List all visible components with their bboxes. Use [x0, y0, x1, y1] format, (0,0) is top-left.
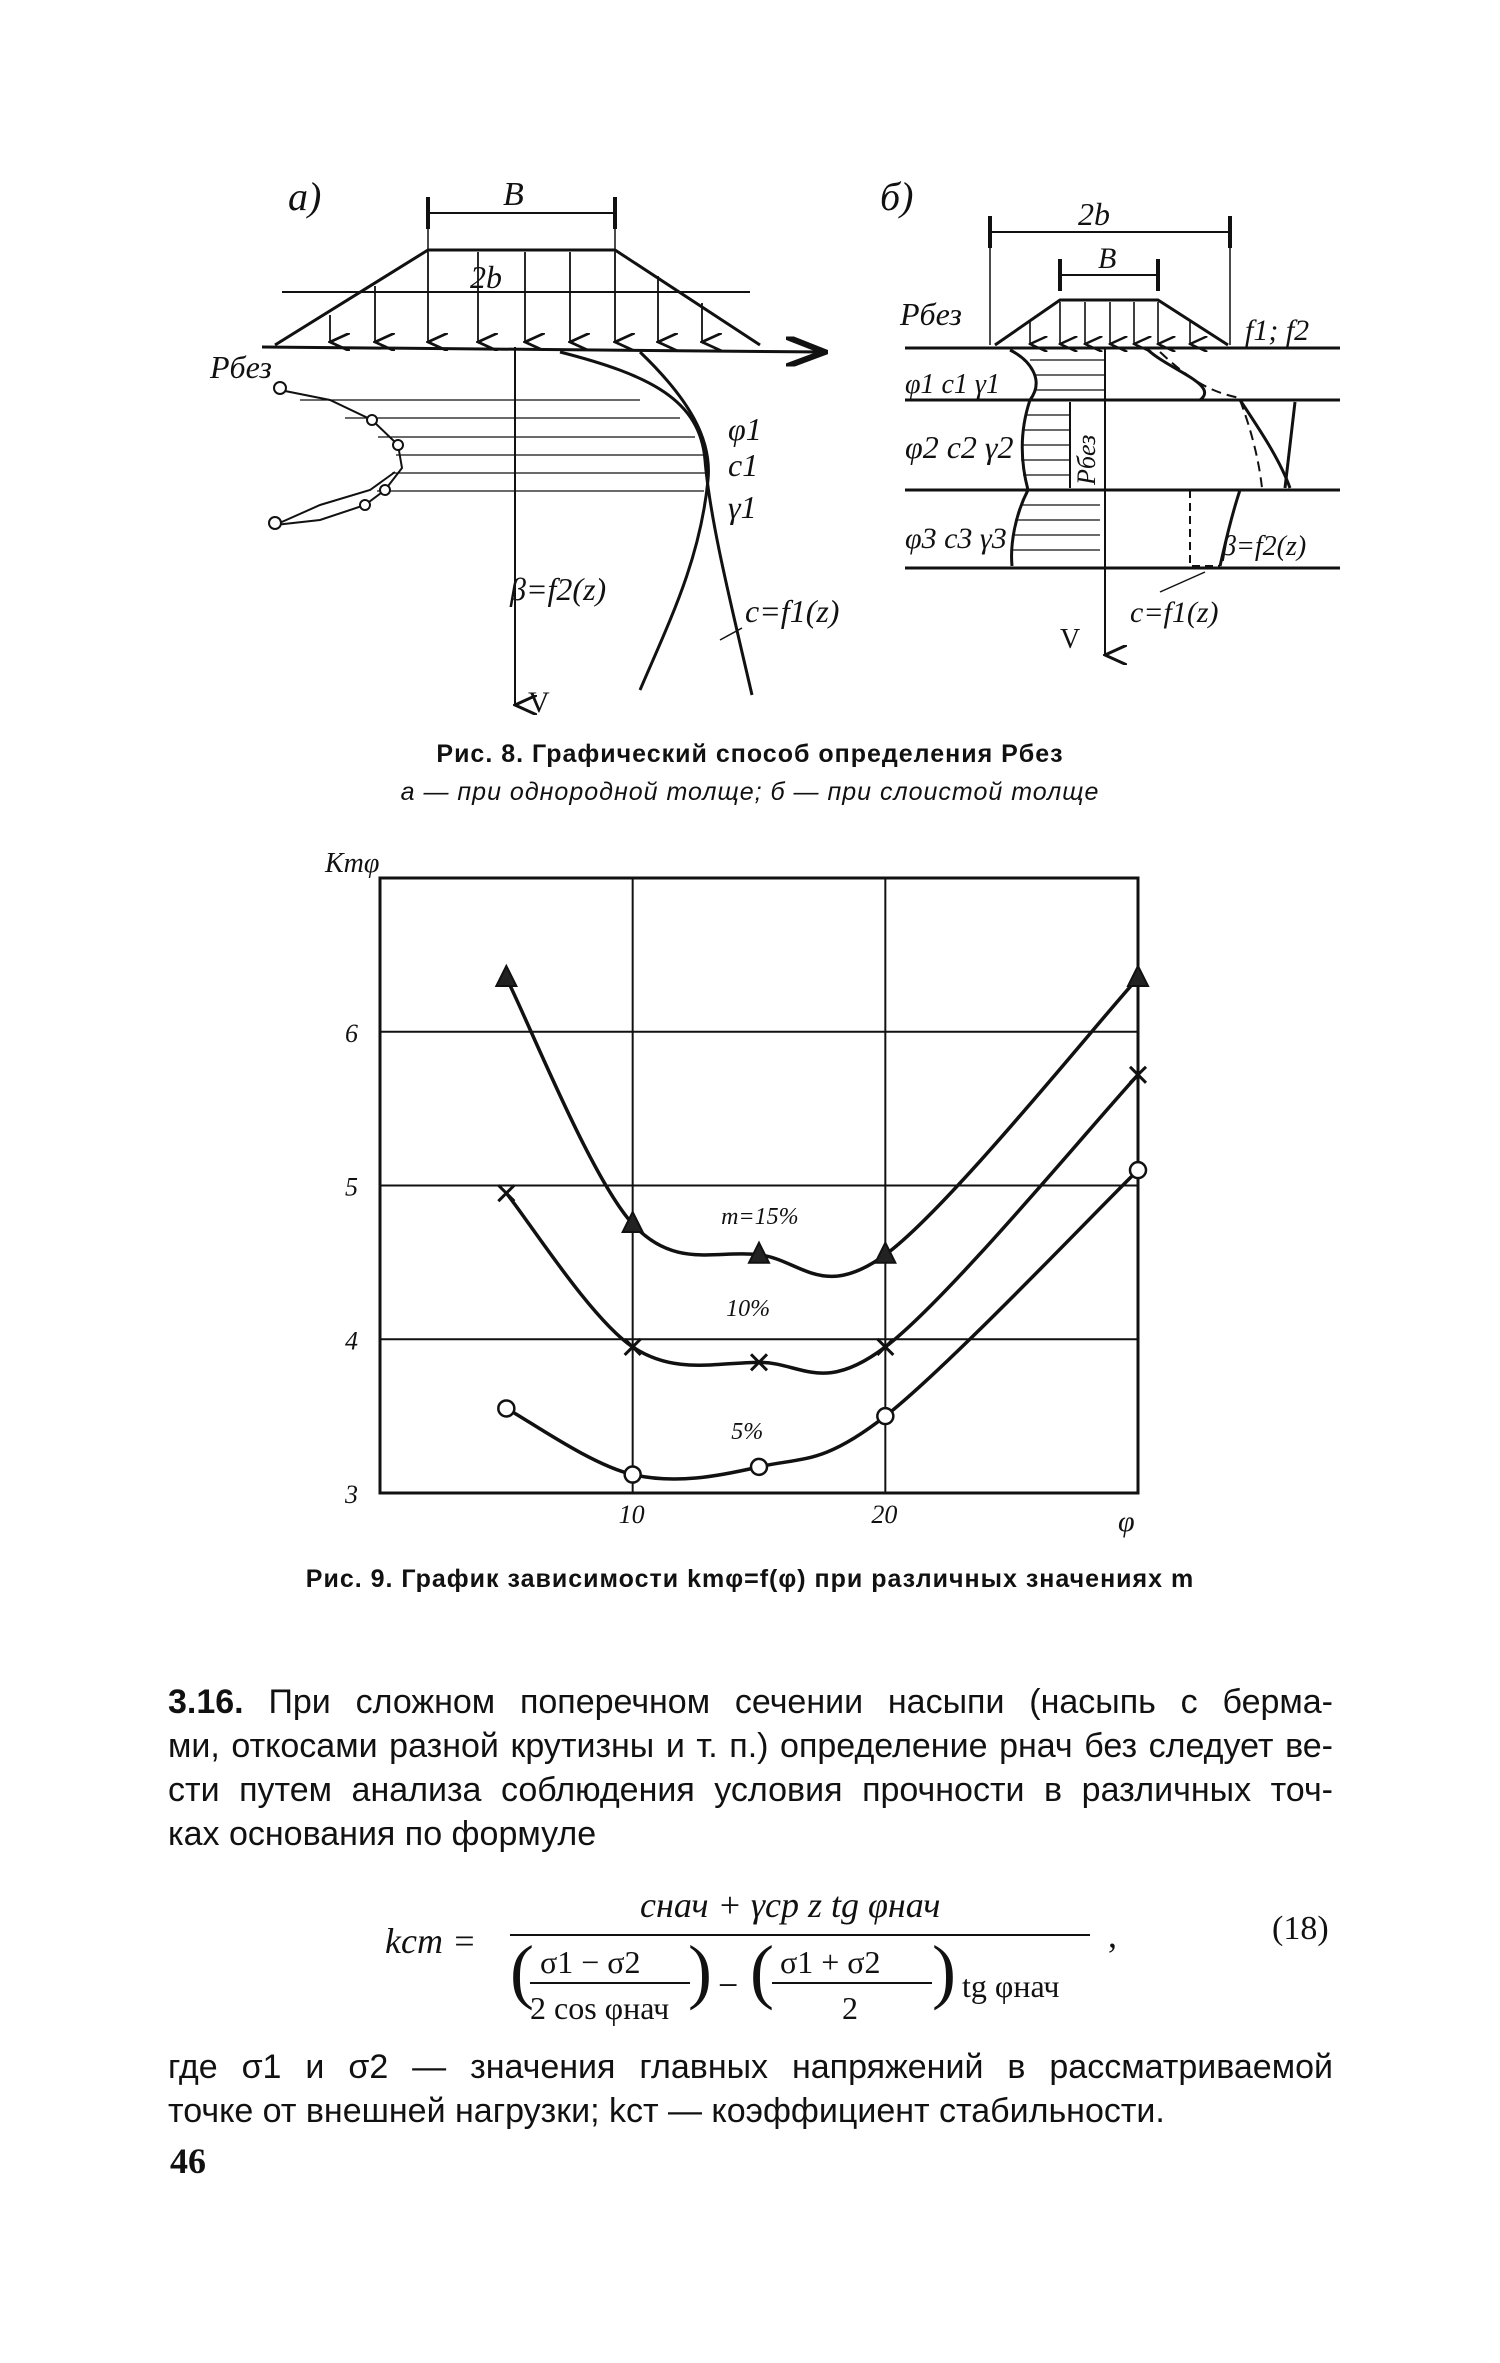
phi1-label-a: φ1 — [728, 411, 762, 447]
formula-18 — [0, 1875, 1500, 2035]
pbez-lower-curve-a — [275, 472, 395, 525]
formula-f1-den: 2 cos φнач — [530, 1990, 670, 2026]
fig8-caption-line1: Рис. 8. Графический способ определения Pбез — [436, 740, 1064, 768]
c-leader-b — [1160, 572, 1205, 592]
formula-numerator: cнач + γср z tg φнач — [640, 1885, 941, 1925]
c-f1-label-b: c=f1(z) — [1130, 596, 1219, 629]
section-number: 3.16. — [168, 1683, 244, 1721]
formula-f2-den: 2 — [842, 1990, 858, 2026]
layer1-label: φ1 c1 γ1 — [905, 369, 1000, 400]
series-curve-0 — [506, 978, 1138, 1276]
formula-minus: − — [718, 1965, 739, 2005]
panel-a-label: а) — [288, 174, 322, 219]
formula-number: (18) — [1272, 1910, 1329, 1947]
f1f2-label-b: f1; f2 — [1245, 314, 1310, 347]
base-line-a — [262, 347, 825, 352]
gamma1-label-a: γ1 — [728, 489, 757, 525]
chart-grid — [380, 878, 1138, 1493]
y-tick-label: 5 — [345, 1172, 358, 1202]
formula-paren-right-1: ) — [688, 1931, 712, 2011]
formula-paren-left-1: ( — [510, 1931, 534, 2011]
figure-8 — [0, 0, 1500, 780]
marker-triangle — [496, 966, 516, 986]
fig9-caption: Рис. 9. График зависимости kmφ=f(φ) при различных значениях m — [305, 1565, 1195, 1593]
fig8-panel-b — [880, 174, 1340, 655]
dim-2b-label-a: 2b — [470, 259, 502, 295]
layer3-label: φ3 c3 γ3 — [905, 522, 1007, 555]
marker-circle — [877, 1408, 893, 1424]
chart-curves — [506, 978, 1138, 1479]
fig8-caption-line2: а — при однородной толще; б — при слоистой толще — [400, 778, 1100, 806]
c-curve-a — [560, 352, 752, 695]
formula-paren-left-2: ( — [750, 1931, 774, 2011]
pbez-vertical-label: Pбез — [1072, 434, 1101, 485]
marker-circle — [1130, 1162, 1146, 1178]
section-3-16 — [168, 1680, 1333, 1856]
c-curve-b — [1148, 350, 1290, 488]
pbez-label-a: Pбез — [210, 349, 272, 385]
section-line-2: ми, откосами разной крутизны и т. п.) определение pнач без следует ве- — [168, 1727, 1333, 1765]
marker-circle — [498, 1400, 514, 1416]
y-tick-label: 4 — [345, 1326, 358, 1356]
embankment-load-a — [275, 250, 760, 345]
c-f1-label-a: c=f1(z) — [745, 593, 840, 629]
v-label-a: V — [528, 686, 550, 719]
load-arrows-b — [1030, 302, 1190, 344]
formula-explanation — [168, 2045, 1333, 2133]
pbez-diagram-b — [1010, 350, 1036, 566]
y-tick-label: 6 — [345, 1018, 358, 1048]
section-line-3: сти путем анализа соблюдения условия прочности в различных точ- — [168, 1771, 1333, 1809]
beta-curve-a — [640, 352, 708, 690]
y-tick-label: 3 — [345, 1480, 358, 1509]
series-label: 5% — [731, 1419, 764, 1446]
layer2-curve-right-b — [1285, 402, 1295, 488]
panel-b-label: б) — [880, 174, 914, 219]
chart-labels — [324, 848, 1135, 1538]
section-line-1-text: При сложном поперечном сечении насыпи (насыпь с берма- — [268, 1683, 1333, 1721]
c1-label-a: c1 — [728, 447, 759, 483]
series-label: m=15% — [721, 1203, 799, 1230]
page-number: 46 — [170, 2141, 206, 2181]
layer2-label: φ2 c2 γ2 — [905, 429, 1014, 465]
pbez-label-b: Pбез — [900, 296, 962, 332]
x-tick-label: 20 — [871, 1500, 898, 1529]
dim-2b-label-b: 2b — [1078, 196, 1110, 232]
x-tick-label: 10 — [618, 1500, 645, 1529]
section-line-4: ках основания по формуле — [168, 1815, 597, 1853]
section-line-1 — [168, 1680, 1333, 1724]
formula-den-tail: tg φнач — [962, 1968, 1060, 2004]
beta-label-b: β=f2(z) — [1222, 531, 1307, 562]
explanation-line-2: точке от внешней нагрузки; kст — коэффициент стабильности. — [168, 2092, 1165, 2130]
marker-cross — [498, 1185, 514, 1201]
beta-curve-b — [1160, 352, 1240, 398]
formula-f1-num: σ1 − σ2 — [540, 1944, 641, 1980]
pbez-points-a — [269, 382, 403, 529]
formula-paren-right-2: ) — [932, 1931, 956, 2011]
chart-markers — [496, 966, 1148, 1483]
load-arrows-a — [330, 252, 702, 342]
marker-triangle — [875, 1243, 895, 1263]
beta-curve-b-mid — [1240, 400, 1262, 488]
x-axis-label: φ — [1118, 1505, 1135, 1538]
formula-f2-num: σ1 + σ2 — [780, 1944, 881, 1980]
series-label: 10% — [726, 1296, 771, 1323]
y-axis-label: Kmφ — [325, 848, 380, 879]
series-curve-1 — [506, 1075, 1138, 1373]
dim-B-label-a: B — [503, 176, 524, 213]
formula-lhs: kст = — [385, 1921, 477, 1961]
layer3-diag-b — [1190, 490, 1220, 566]
marker-circle — [751, 1459, 767, 1475]
beta-label-a: β=f2(z) — [510, 571, 607, 607]
explanation-line-1: где σ1 и σ2 — значения главных напряжений в рассматриваемой — [168, 2048, 1333, 2086]
formula-comma: , — [1108, 1915, 1117, 1955]
v-label-b: V — [1060, 624, 1081, 655]
marker-circle — [625, 1467, 641, 1483]
pbez-curve-a — [275, 390, 402, 525]
figure-9-chart — [0, 840, 1500, 1540]
series-curve-2 — [506, 1170, 1138, 1479]
dim-B-label-b: B — [1098, 242, 1117, 275]
fig8-panel-a — [209, 174, 839, 719]
marker-triangle — [1128, 966, 1148, 986]
